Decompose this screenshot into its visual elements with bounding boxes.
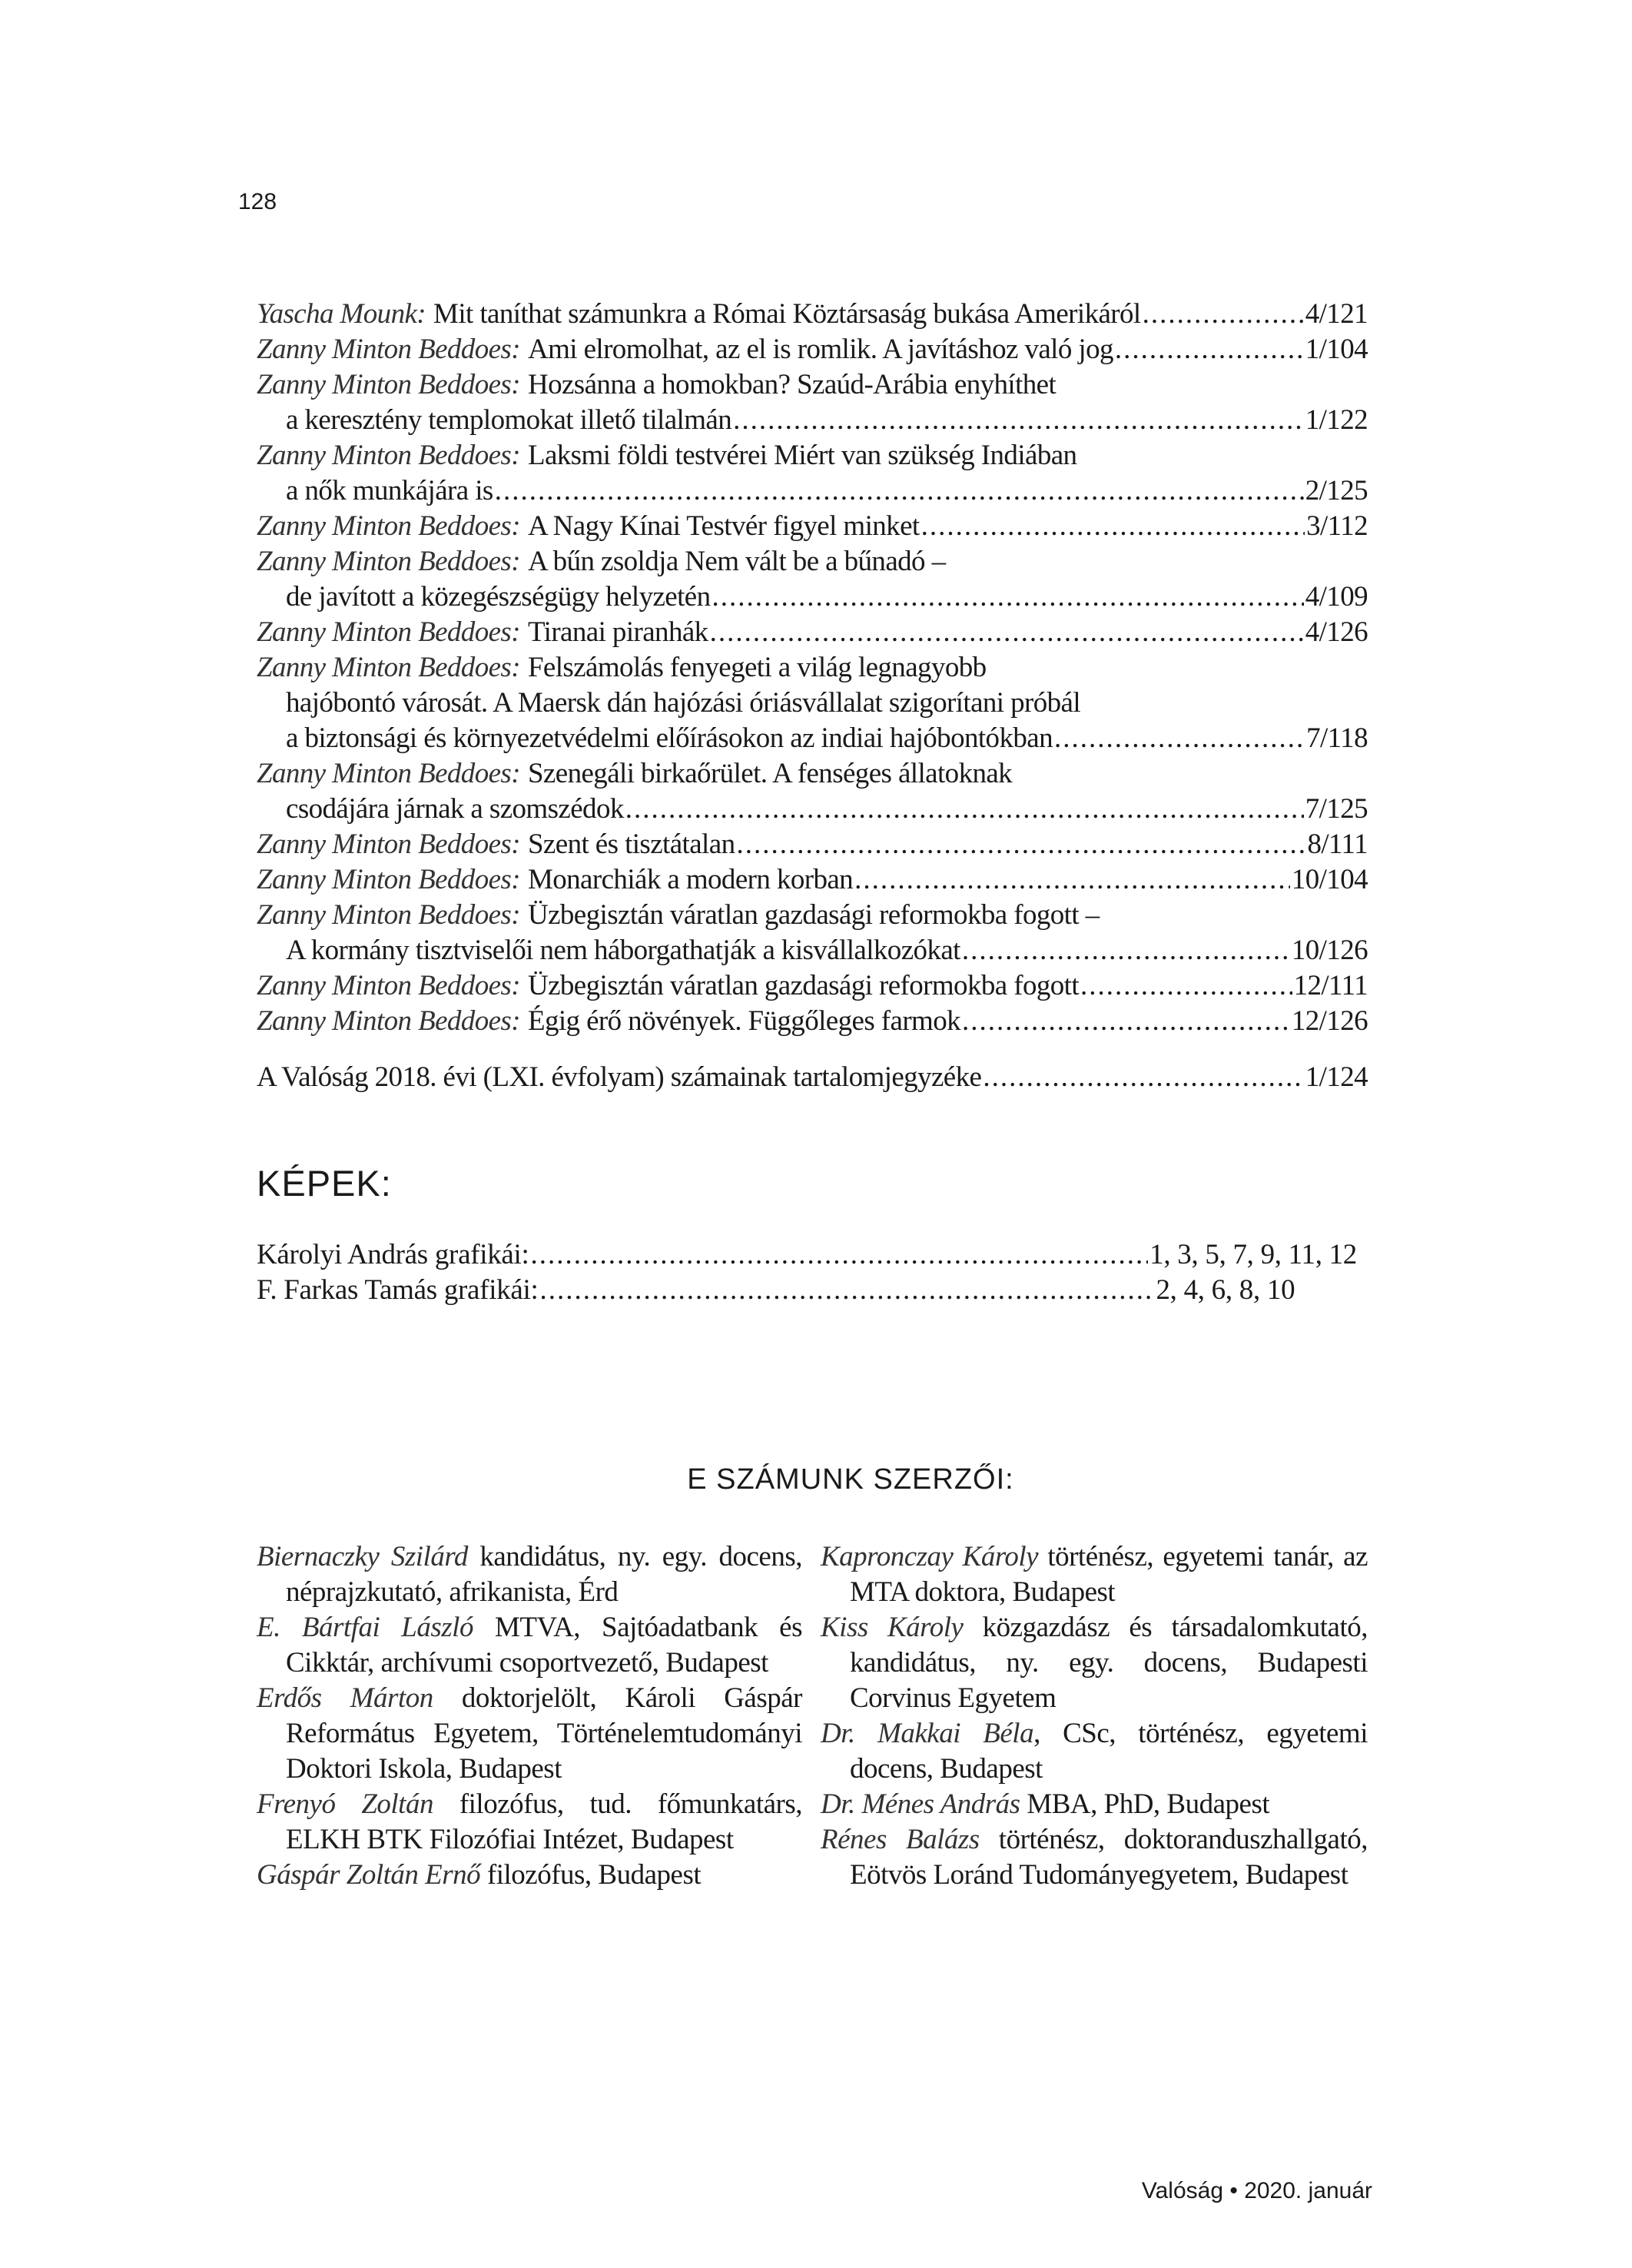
toc-ref: 7/125 xyxy=(1305,793,1368,825)
toc-title: A kormány tisztviselői nem háborgathatják a kisvállalkozókat xyxy=(286,935,960,966)
author-description: filozófus, Budapest xyxy=(480,1859,702,1891)
author-description: MTVA, Sajtóadatbank és Cikktár, archívumi csoportvezető, Budapest xyxy=(286,1612,802,1679)
dot-leader xyxy=(1115,332,1304,367)
toc-line xyxy=(257,367,1368,403)
toc-author: Zanny Minton Beddoes: xyxy=(257,899,520,931)
illustration-label: Károlyi András grafikái: xyxy=(257,1239,529,1270)
toc-title: Ami elromolhat, az el is romlik. A javításhoz való jog xyxy=(527,334,1113,365)
toc-title: Üzbegisztán váratlan gazdasági reformokba fogott – xyxy=(527,899,1100,931)
toc-title: a keresztény templomokat illető tilalmán xyxy=(286,404,732,436)
toc-title: a nők munkájára is xyxy=(286,475,493,506)
toc-author: Zanny Minton Beddoes: xyxy=(257,334,520,365)
author-name: Dr. Makkai Béla xyxy=(821,1718,1034,1749)
author-entry xyxy=(257,1610,802,1681)
toc-line xyxy=(257,862,1368,898)
author-name: Erdős Márton xyxy=(257,1682,433,1714)
toc-author: Zanny Minton Beddoes: xyxy=(257,510,520,542)
dot-leader xyxy=(1143,297,1304,332)
toc-title: Felszámolás fenyegeti a világ legnagyobb xyxy=(527,652,987,683)
illustrations-list xyxy=(257,1237,1357,1308)
toc-entry xyxy=(257,827,1368,862)
toc-ref: 8/111 xyxy=(1307,829,1368,860)
toc-line xyxy=(257,650,1368,686)
images-heading: KÉPEK: xyxy=(257,1163,392,1204)
toc-author: Zanny Minton Beddoes: xyxy=(257,652,520,683)
toc-title: a biztonsági és környezetvédelmi előírásokon az indiai hajóbontókban xyxy=(286,722,1053,754)
illustration-label: F. Farkas Tamás grafikái: xyxy=(257,1274,539,1306)
illustration-pages: 1, 3, 5, 7, 9, 11, 12 xyxy=(1149,1239,1357,1270)
toc-ref: 1/122 xyxy=(1305,404,1368,436)
toc-entry xyxy=(257,615,1368,650)
author-entry xyxy=(821,1716,1368,1787)
toc-entry xyxy=(257,1004,1368,1039)
illustration-item xyxy=(257,1273,1357,1308)
illustration-pages: 2, 4, 6, 8, 10 xyxy=(1156,1274,1295,1306)
toc-title: csodájára járnak a szomszédok xyxy=(286,793,624,825)
toc-line xyxy=(257,544,1368,579)
toc-ref: 4/121 xyxy=(1305,298,1368,330)
author-name: Gáspár Zoltán Ernő xyxy=(257,1859,481,1891)
author-description: kandidátus, ny. egy. docens, néprajzkutató, afrikanista, Érd xyxy=(286,1541,802,1608)
toc-ref: 3/112 xyxy=(1306,510,1368,542)
dot-leader xyxy=(625,792,1304,827)
table-of-contents xyxy=(257,297,1368,1039)
author-name: Dr. Ménes András xyxy=(821,1788,1020,1820)
author-description: doktorjelölt, Károli Gáspár Református Egyetem, Történelemtudományi Doktori Iskola, Budapest xyxy=(286,1682,802,1785)
author-name: Rénes Balázs xyxy=(821,1824,980,1855)
toc-author: Zanny Minton Beddoes: xyxy=(257,369,520,400)
toc-line xyxy=(257,721,1368,756)
toc-author: Zanny Minton Beddoes: xyxy=(257,546,520,577)
toc-ref: 12/111 xyxy=(1293,970,1368,1001)
dot-leader xyxy=(710,615,1304,650)
dot-leader xyxy=(733,403,1304,438)
toc-entry xyxy=(257,544,1368,615)
toc-line xyxy=(257,615,1368,650)
dot-leader xyxy=(1054,721,1305,756)
toc-2018-entry xyxy=(257,1060,1368,1095)
toc-author: Zanny Minton Beddoes: xyxy=(257,616,520,648)
toc-author: Yascha Mounk: xyxy=(257,298,426,330)
toc-entry xyxy=(257,756,1368,827)
toc-line xyxy=(257,792,1368,827)
dot-leader xyxy=(962,933,1290,968)
toc-2018-ref: 1/124 xyxy=(1305,1061,1368,1093)
toc-title: de javított a közegészségügy helyzetén xyxy=(286,581,711,613)
dot-leader xyxy=(530,1237,1148,1273)
author-name: E. Bártfai László xyxy=(257,1612,473,1643)
dot-leader xyxy=(712,579,1304,615)
toc-title: A bűn zsoldja Nem vált be a bűnadó – xyxy=(527,546,946,577)
toc-line xyxy=(257,1004,1368,1039)
toc-entry xyxy=(257,332,1368,367)
dot-leader xyxy=(539,1273,1154,1308)
toc-entry xyxy=(257,968,1368,1004)
toc-ref: 10/104 xyxy=(1291,864,1368,895)
toc-author: Zanny Minton Beddoes: xyxy=(257,758,520,789)
author-description: történész, doktoranduszhallgató, Eötvös Loránd Tudományegyetem, Budapest xyxy=(850,1824,1368,1891)
footer: Valóság • 2020. január xyxy=(1141,2178,1372,2203)
toc-author: Zanny Minton Beddoes: xyxy=(257,440,520,471)
toc-line xyxy=(257,933,1368,968)
toc-author: Zanny Minton Beddoes: xyxy=(257,829,520,860)
dot-leader xyxy=(495,473,1304,509)
author-name: Biernaczky Szilárd xyxy=(257,1541,468,1572)
dot-leader xyxy=(854,862,1290,898)
toc-2018-text: A Valóság 2018. évi (LXI. évfolyam) számainak tartalomjegyzéke xyxy=(257,1061,982,1093)
toc-line xyxy=(257,686,1368,721)
toc-author: Zanny Minton Beddoes: xyxy=(257,1005,520,1037)
author-entry xyxy=(821,1610,1368,1716)
toc-title: Mit taníthat számunkra a Római Köztársaság bukása Amerikáról xyxy=(433,298,1141,330)
toc-entry xyxy=(257,862,1368,898)
author-description: közgazdász és társadalomkutató, kandidátus, ny. egy. docens, Budapesti Corvinus Egyetem xyxy=(850,1612,1368,1714)
author-description: , CSc, történész, egyetemi docens, Budapest xyxy=(850,1718,1368,1785)
toc-title: Égig érő növények. Függőleges farmok xyxy=(527,1005,961,1037)
author-name: Frenyó Zoltán xyxy=(257,1788,433,1820)
toc-author: Zanny Minton Beddoes: xyxy=(257,970,520,1001)
toc-title: Hozsánna a homokban? Szaúd-Arábia enyhíthet xyxy=(527,369,1056,400)
author-entry xyxy=(257,1539,802,1610)
toc-line xyxy=(257,898,1368,933)
toc-ref: 12/126 xyxy=(1291,1005,1368,1037)
toc-line xyxy=(257,473,1368,509)
authors-column-right xyxy=(821,1539,1368,1893)
dot-leader xyxy=(962,1004,1290,1039)
author-description: MBA, PhD, Budapest xyxy=(1020,1788,1270,1820)
toc-title: Laksmi földi testvérei Miért van szükség Indiában xyxy=(527,440,1077,471)
toc-ref: 4/126 xyxy=(1305,616,1368,648)
toc-title: Szenegáli birkaőrület. A fenséges állatoknak xyxy=(527,758,1013,789)
dot-leader xyxy=(983,1060,1303,1095)
author-description: filozófus, tud. főmunkatárs, ELKH BTK Filozófiai Intézet, Budapest xyxy=(286,1788,803,1855)
toc-ref: 10/126 xyxy=(1291,935,1368,966)
author-name: Kapronczay Károly xyxy=(821,1541,1039,1572)
dot-leader xyxy=(1080,968,1292,1004)
author-entry xyxy=(257,1681,802,1787)
page-number: 128 xyxy=(238,189,277,214)
toc-author: Zanny Minton Beddoes: xyxy=(257,864,520,895)
toc-entry xyxy=(257,367,1368,438)
toc-entry xyxy=(257,297,1368,332)
toc-entry xyxy=(257,898,1368,968)
toc-ref: 1/104 xyxy=(1305,334,1368,365)
author-entry xyxy=(821,1822,1368,1893)
author-entry xyxy=(257,1858,802,1893)
toc-entry xyxy=(257,509,1368,544)
toc-ref: 2/125 xyxy=(1305,475,1368,506)
toc-entry xyxy=(257,438,1368,509)
toc-line xyxy=(257,579,1368,615)
toc-title: hajóbontó városát. A Maersk dán hajózási óriásvállalat szigorítani próbál xyxy=(286,687,1081,719)
author-name: Kiss Károly xyxy=(821,1612,964,1643)
author-entry xyxy=(821,1787,1368,1822)
toc-entry xyxy=(257,650,1368,756)
toc-ref: 4/109 xyxy=(1305,581,1368,613)
toc-line xyxy=(257,403,1368,438)
author-description: történész, egyetemi tanár, az MTA doktora, Budapest xyxy=(850,1541,1368,1608)
toc-ref: 7/118 xyxy=(1306,722,1368,754)
toc-line xyxy=(257,509,1368,544)
toc-line xyxy=(257,297,1368,332)
toc-line xyxy=(257,968,1368,1004)
toc-title: Tiranai piranhák xyxy=(527,616,708,648)
authors-heading: E SZÁMUNK SZERZŐI: xyxy=(687,1463,1014,1496)
authors-column-left xyxy=(257,1539,802,1893)
toc-line xyxy=(257,332,1368,367)
toc-line xyxy=(257,438,1368,473)
toc-line xyxy=(257,756,1368,792)
author-entry xyxy=(257,1787,802,1858)
toc-line xyxy=(257,827,1368,862)
toc-title: Szent és tisztátalan xyxy=(527,829,735,860)
dot-leader xyxy=(736,827,1305,862)
toc-title: Monarchiák a modern korban xyxy=(527,864,854,895)
dot-leader xyxy=(921,509,1305,544)
toc-title: A Nagy Kínai Testvér figyel minket xyxy=(527,510,920,542)
author-entry xyxy=(821,1539,1368,1610)
illustration-item xyxy=(257,1237,1357,1273)
toc-title: Üzbegisztán váratlan gazdasági reformokba fogott xyxy=(527,970,1080,1001)
